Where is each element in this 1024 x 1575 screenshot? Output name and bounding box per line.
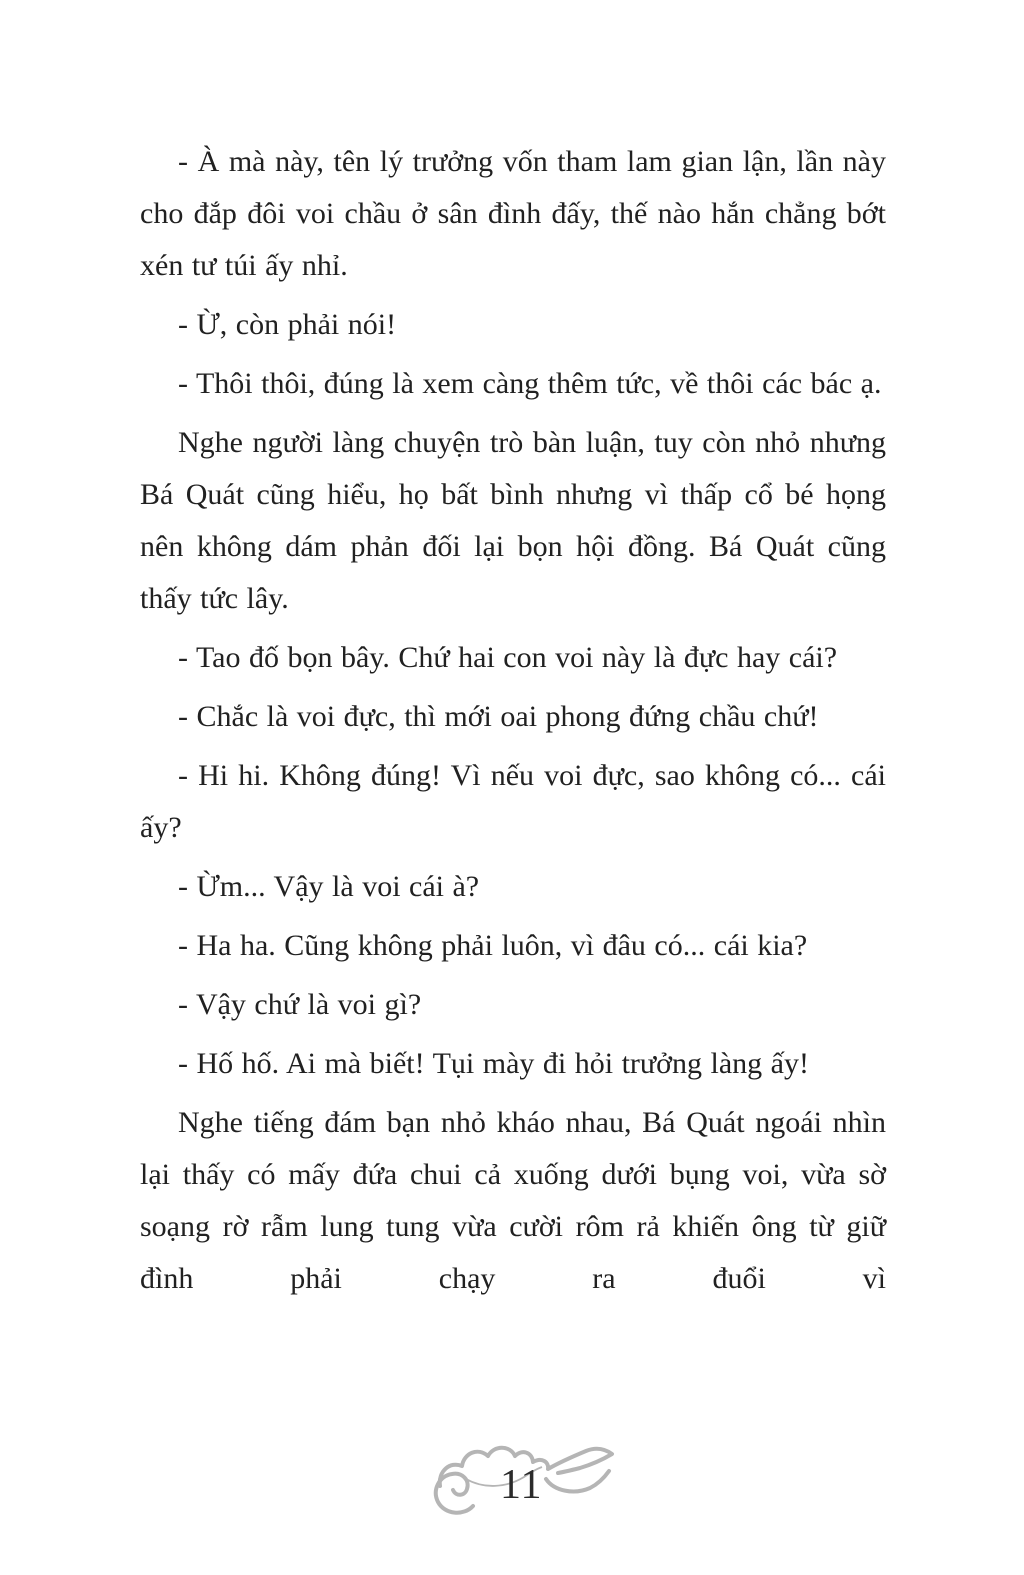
paragraph: - Ha ha. Cũng không phải luôn, vì đâu có... cái kia? [178, 929, 808, 962]
paragraph: - Thôi thôi, đúng là xem càng thêm tức, về thôi các bác ạ. [178, 367, 882, 400]
paragraph: - Hi hi. Không đúng! Vì nếu voi đực, sao không có... cái ấy? [140, 759, 886, 844]
paragraph: Nghe người làng chuyện trò bàn luận, tuy còn nhỏ nhưng Bá Quát cũng hiểu, họ bất bình nhưng vì thấp cổ bé họng nên không dám phản đối lại bọn hội đồng. Bá Quát cũng thấy tức lây. [140, 426, 886, 615]
paragraph: - Chắc là voi đực, thì mới oai phong đứng chầu chứ! [178, 700, 819, 733]
page-footer [0, 1438, 1024, 1533]
paragraph: - Hố hố. Ai mà biết! Tụi mày đi hỏi trưởng làng ấy! [178, 1047, 809, 1080]
page-number: 11 [500, 1462, 543, 1508]
paragraph: - Tao đố bọn bây. Chứ hai con voi này là đực hay cái? [178, 641, 838, 674]
paragraph: - À mà này, tên lý trưởng vốn tham lam gian lận, lần này cho đắp đôi voi chầu ở sân đình đấy, thế nào hắn chẳng bớt xén tư túi ấy nhỉ. [140, 145, 886, 282]
paragraph: - Ừ, còn phải nói! [178, 308, 397, 341]
text-block [140, 136, 886, 1312]
paragraph: - Vậy chứ là voi gì? [178, 988, 422, 1021]
footer-ornament-group [430, 1438, 630, 1533]
paragraph: Nghe tiếng đám bạn nhỏ kháo nhau, Bá Quát ngoái nhìn lại thấy có mấy đứa chui cả xuống dưới bụng voi, vừa sờ soạng rờ rẫm lung tung vừa cười rôm rả khiến ông từ giữ đình phải chạy ra đuổi vì [140, 1106, 886, 1295]
paragraph: - Ừm... Vậy là voi cái à? [178, 870, 480, 903]
